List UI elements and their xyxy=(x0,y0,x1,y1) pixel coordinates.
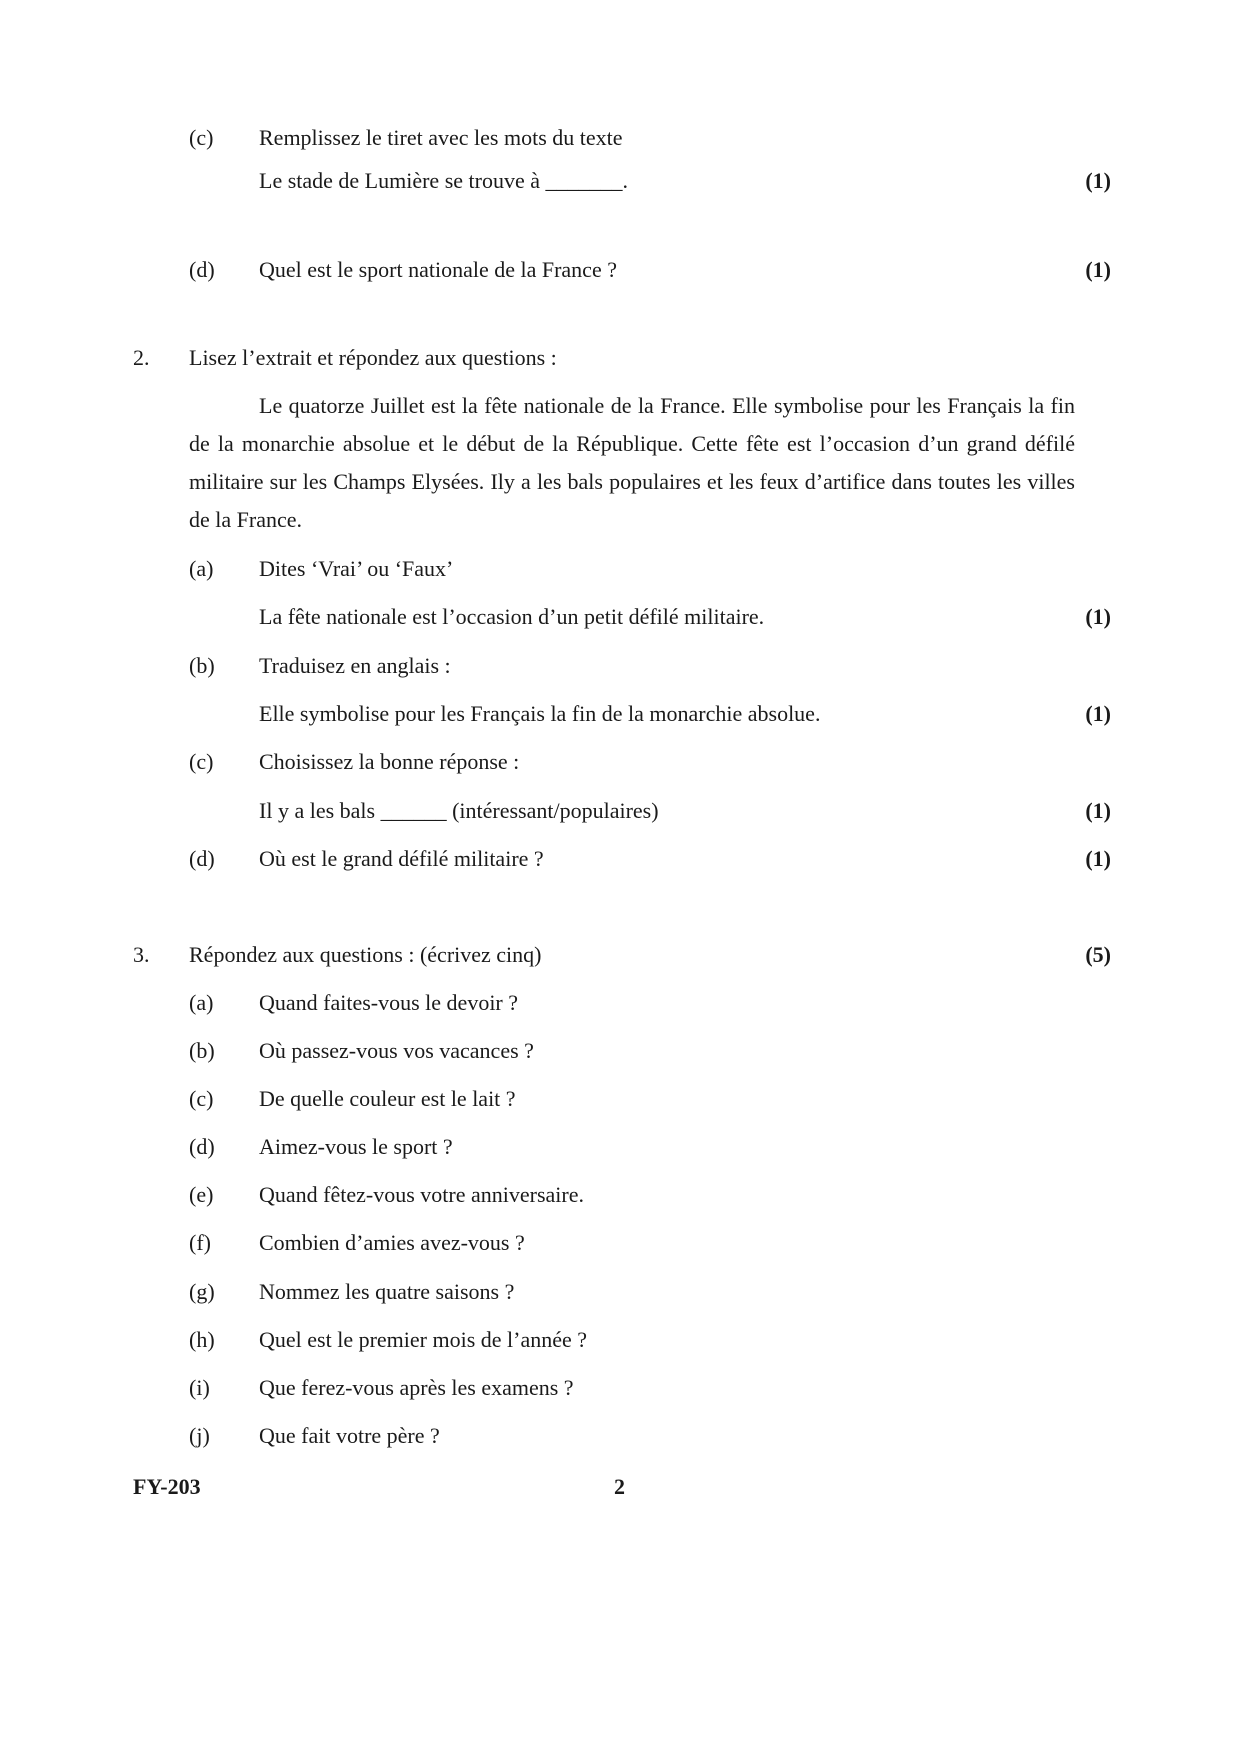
q1c-instruction: Remplissez le tiret avec les mots du texte xyxy=(259,125,623,150)
page-number: 2 xyxy=(614,1474,625,1499)
q2c-marks: (1) xyxy=(1085,798,1111,823)
q3-item-label: (d) xyxy=(189,1134,215,1159)
q3-item-text: Où passez-vous vos vacances ? xyxy=(259,1038,534,1063)
q1c-marks: (1) xyxy=(1085,168,1111,193)
q2-number: 2. xyxy=(133,345,150,370)
q3-item-text: Quand faites-vous le devoir ? xyxy=(259,990,519,1015)
q3-item-text: De quelle couleur est le lait ? xyxy=(259,1086,516,1111)
q3-item-text: Combien d’amies avez-vous ? xyxy=(259,1230,525,1255)
q1c-label: (c) xyxy=(189,125,214,150)
q3-item-label: (f) xyxy=(189,1230,211,1255)
q1c-sentence: Le stade de Lumière se trouve à _______. xyxy=(259,168,628,193)
q3-item-label: (a) xyxy=(189,990,214,1015)
q3-item-label: (g) xyxy=(189,1279,215,1304)
q3-item-text: Nommez les quatre saisons ? xyxy=(259,1279,515,1304)
q3-marks: (5) xyxy=(1085,942,1111,967)
q2d-marks: (1) xyxy=(1085,846,1111,871)
q2b-instruction: Traduisez en anglais : xyxy=(259,653,451,678)
q2a-instruction: Dites ‘Vrai’ ou ‘Faux’ xyxy=(259,556,454,581)
q1d-label: (d) xyxy=(189,257,215,282)
q2a-marks: (1) xyxy=(1085,604,1111,629)
q3-number: 3. xyxy=(133,942,150,967)
q2c-label: (c) xyxy=(189,749,214,774)
q3-item-text: Quand fêtez-vous votre anniversaire. xyxy=(259,1182,584,1207)
q3-item-label: (h) xyxy=(189,1327,215,1352)
q1d-question: Quel est le sport nationale de la France ? xyxy=(259,257,617,282)
q3-item-label: (e) xyxy=(189,1182,214,1207)
q2-passage: Le quatorze Juillet est la fête nationale de la France. Elle symbolise pour les Français la fin de la monarchie absolue et le début de la République. Cette fête est l’occasion d’un grand défilé militaire sur les Champs Elysées. Ily a les bals populaires et les feux d’artifice dans toutes les villes de la France. xyxy=(189,393,1075,532)
q3-item-label: (b) xyxy=(189,1038,215,1063)
q3-item-label: (j) xyxy=(189,1423,210,1448)
q2d-question: Où est le grand défilé militaire ? xyxy=(259,846,544,871)
q2d-label: (d) xyxy=(189,846,215,871)
q2c-sentence: Il y a les bals ______ (intéressant/populaires) xyxy=(259,798,659,823)
q2a-sentence: La fête nationale est l’occasion d’un petit défilé militaire. xyxy=(259,604,765,629)
q3-item-label: (c) xyxy=(189,1086,214,1111)
q3-item-text: Que fait votre père ? xyxy=(259,1423,440,1448)
q2b-label: (b) xyxy=(189,653,215,678)
q2b-sentence: Elle symbolise pour les Français la fin de la monarchie absolue. xyxy=(259,701,821,726)
q3-item-text: Aimez-vous le sport ? xyxy=(259,1134,453,1159)
q2c-instruction: Choisissez la bonne réponse : xyxy=(259,749,520,774)
q3-item-text: Que ferez-vous après les examens ? xyxy=(259,1375,574,1400)
q1d-marks: (1) xyxy=(1085,257,1111,282)
q2-title: Lisez l’extrait et répondez aux questions : xyxy=(189,345,557,370)
q2b-marks: (1) xyxy=(1085,701,1111,726)
q3-item-text: Quel est le premier mois de l’année ? xyxy=(259,1327,588,1352)
q3-title: Répondez aux questions : (écrivez cinq) xyxy=(189,942,542,967)
q3-item-label: (i) xyxy=(189,1375,210,1400)
paper-code: FY-203 xyxy=(133,1474,201,1499)
q2a-label: (a) xyxy=(189,556,214,581)
